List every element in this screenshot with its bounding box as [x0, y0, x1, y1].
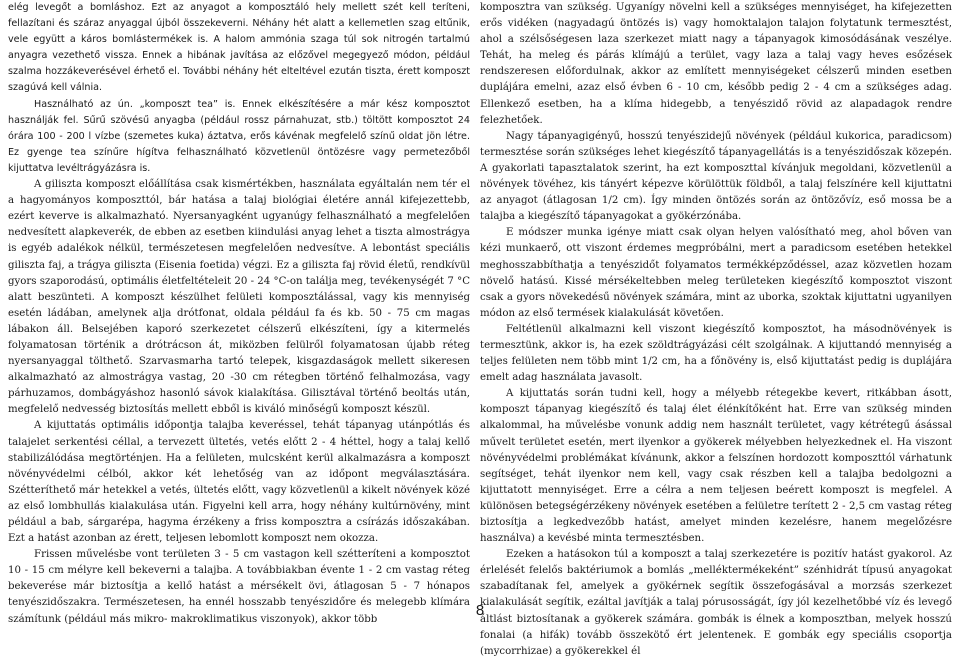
- paragraph: E módszer munka igénye miatt csak olyan helyen valósítható meg, ahol bőven van kézi munkaerő, ott viszont érdemes megpróbálni, mert a paradicsom esetében hetekkel meghosszabbíthatja a tenyészidőt folyamatos termékképződéssel, azaz közvetlen hozam növelő hatású. Kissé mérsékeltebben meleg területeken kiegészítő komposztot viszont csak a gyors növekedésű növények számára, mint az uborka, szoktak kijuttatni ugyanilyen módon az első termések kialakulását követően.: [480, 227, 952, 319]
- left-column: [8, 0, 470, 628]
- paragraph: Ezeken a hatásokon túl a komposzt a talaj szerkezetére is pozitív hatást gyakorol. Az érlelését felelős baktériumok a bomlás „melléktermékeként” szénhidrát típusú anyagokat szabadítanak fel, amelyek a gyökérnek segítik összefogásával a morzsás szerkezet kialakulását segítik, ezáltal javítják a talaj pórusosságát, így jól kezelhetőbbé víz és levegő áltlást biztosítanak a gyökerek számára. gombák is élnek a komposztban, melyek hosszú fonalai (a hifák) tovább összekötő ért jelentenek. E gombák egy speciális csoportja (mycorrhizae) a gyökerekkel él: [480, 549, 952, 657]
- page-number: 8: [475, 602, 485, 619]
- paragraph: Frissen művelésbe vont területen 3 - 5 cm vastagon kell szétteríteni a komposztot 10 - 15 cm mélyre kell bekeverni a talajba. A továbbiakban évente 1 - 2 cm vastag réteg bekeverése már biztosítja a kellő hatást a mérsékelt övi, átlagosan 5 - 7 hónapos tenyészidőszakra. Természetesen, ha ennél hosszabb tenyészidőre és melegebb klímára számítunk (például más mikro- makroklimatikus viszonyok), akkor több: [8, 549, 470, 625]
- paragraph: Használható az ún. „komposzt tea” is. Ennek elkészítésére a már kész komposztot használják fel. Sűrű szövésű anyagba (például rossz párnahuzat, stb.) töltött komposztot 24 órára 100 - 200 l vízbe (szemetes kuka) áztatva, erős kávénak megfelelő színű oldat jön létre. Ez gyenge tea színűre hígítva felhasználható közvetlenül öntözésre vagy permetezőből kijuttatva levéltrágyázásra is.: [8, 98, 470, 174]
- paragraph: komposztra van szükség. Ugyanígy növelni kell a szükséges mennyiséget, ha kifejezetten erős vidéken (nagyadagú öntözés is) vagy homoktalajon talajon folytatunk termesztést, ahol a szélsőségesen laza szerkezet miatt nagy a tápanyagok kimosódásának veszélye. Tehát, ha meleg és párás klímájú a terület, vagy laza a talaj vagy heves esőzések rendszeresen előfordulnak, akkor az említett mennyiségeket célszerű minden esetben duplájára emelni, azaz első évben 6 - 10 cm, később pedig 2 - 4 cm a szükséges adag. Ellenkező esetben, ha a klíma hidegebb, a tenyészidő rövid az alapadagok rendre felezhetőek.: [480, 2, 952, 126]
- right-column: [480, 0, 952, 660]
- paragraph: Feltétlenül alkalmazni kell viszont kiegészítő komposztot, ha másodnövények is termesztünk, akkor is, ha ezek szöldtrágyázási célt szolgálnak. A kijuttandó mennyiség a teljes felületen nem több mint 1/2 cm, ha a főnövény is, első kijuttatást pedig is duplájára emelt adag használata javasolt.: [480, 323, 952, 384]
- paragraph: elég levegőt a bomláshoz. Ezt az anyagot a komposztáló hely mellett szét kell teríteni, fellazítani és száraz anyaggal újból összekeverni. Néhány hét alatt a kellemetlen szag eltűnik, vele együtt a káros bomlástermékek is. A halom ammónia szaga túl sok nitrogén tartalmú anyagra vezethető vissza. Ennek a hibának javítása az előzővel megegyező módon, például szalma hozzákeverésével érhető el. További néhány hét elteltével ezután tiszta, érett komposzt szagúvá kell válnia.: [8, 2, 470, 94]
- paragraph: A kijuttatás optimális időpontja talajba keveréssel, tehát tápanyag utánpótlás és talajelet serkentési céllal, a tervezett ültetés, vetés előtt 2 - 4 héttel, hogy a talaj kellő stabilizálódása megtörténjen. Ha a felületen, mulcsként kerül alkalmazásra a komposzt növényvédelmi célból, akkor két lehetőség van az időpont megválasztására. Szétteríthető már hetekkel a vetés, ültetés előtt, vagy közvetlenül a kikelt növények közé az első lombhullás kialakulása után. Figyelni kell arra, hogy néhány kultúrnövény, mint például a bab, sárgarépa, hagyma érzékeny a friss komposztra a csírázás időszakában. Ezt a hatást azonban az érett, teljesen lebomlott komposzt nem okozza.: [8, 420, 470, 545]
- paragraph: A giliszta komposzt előállítása csak kismértékben, használata egyáltalán nem tér el a hagyományos komposzttól, bár hatása a talaj biológiai életére annál kifejezettebb, ezért keverve is alkalmazható. Nyersanyagként ugyanúgy felhasználható a megfelelően nedvesített alapkeverék, de ebben az esetben kiindulási anyag lehet a tiszta almostrágya is egyéb adalékok nélkül, természetesen megfelelően nedvesítve. A lebontást speciális giliszta faj, a trágya giliszta (Eisenia foetida) végzi. Ez a giliszta faj rövid életű, rendkívül gyors szaporodású, optimális életfeltételeit 20 - 24 °C-on találja meg, tevékenységét 7 °C alatt beszünteti. A komposzt készülhet felületi komposztálással, vagy kis mennyiség esetén ládában, amelynek alja drótfonat, oldala például fa és kb. 50 - 75 cm magas lábakon áll. Belsejében kaporó szerkezetet célszerű elkészíteni, így a kitermelés folyamatosan történik a drótrácson át, miközben felülről folyamatosan újabb réteg nyersanyaggal tölthető. Szarvasmarha tartó telepek, kisgazdaságok mellett sikeresen alkalmazható az almostrágya vastag, 20 -30 cm rétegben történő felhalmozása, vagy párhuzamos, dombágyáshoz hasonló sávok kialakítása. Gilisztával történő beoltás után, megfelelő nedvesség biztosítás mellett ebből is kiváló minőségű komposzt készül.: [8, 179, 470, 416]
- paragraph: A kijuttatás során tudni kell, hogy a mélyebb rétegekbe kevert, ritkábban ásott, komposzt tápanyag kiegészítő és talaj élet élénkítőként hat. Erre van szükség minden alkalommal, ha művelésbe vonunk addig nem használt területet, vagy kétrétegű ásással művelt területet esetén, mert ilyenkor a gyökerek mélyebben helyezkednek el. Ha viszont növényvédelmi problémákat kívánunk, akkor a felszínen hordozott komposzttól várhatunk segítséget, tehát ilyenkor nem kell, vagy csak részben kell a talajba bedolgozni a kijuttatott mennyiséget. Erre a célra a nem teljesen beérett komposzt is megfelel. A különösen betegségérzékeny növények esetében a felületre terített 2 - 2,5 cm vastag réteg biztosítja a legkedvezőbb hatást, amelyet minden kezelésre, hanem megelőzésre használva) a kevésbé minta termesztésben.: [480, 388, 952, 545]
- paragraph: Nagy tápanyagigényű, hosszú tenyészidejű növények (például kukorica, paradicsom) termesztése során szükséges lehet kiegészítő tápanyagellátás is a tenyészidőszak közepén. A gyakorlati tapasztalatok szerint, ha ezt komposzttal kívánjuk megoldani, közvetlenül a növények tövéhez, kis tányért képezve körülöttük földből, a talaj felszínére kell kijuttatni az anyagot (átlagosan 1/2 cm). Így minden öntözés során az öntözővíz, eső mossa be a talajba a kiegészítő tápanyagokat a gyökérzónába.: [480, 130, 952, 223]
